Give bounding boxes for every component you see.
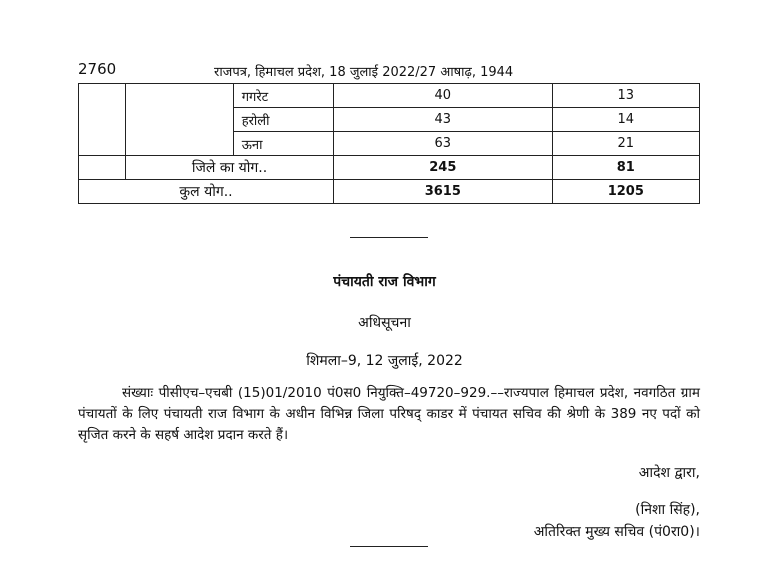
table-cell: 13 [552, 84, 699, 108]
by-order: आदेश द्वारा, [638, 465, 700, 481]
table-cell: 43 [334, 108, 553, 132]
department-title: पंचायती राज विभाग [333, 274, 436, 290]
reference-number: संख्याः पीसीएच–एचबी (15)01/2010 पं0स0 नियुक्ति–49720–929 [122, 385, 487, 401]
table-cell: 14 [552, 108, 699, 132]
table-row [79, 84, 700, 108]
grand-total-col2: 1205 [552, 180, 699, 204]
block-name: ऊना [233, 132, 333, 156]
table-cell: 40 [334, 84, 553, 108]
block-name: हरोली [233, 108, 333, 132]
divider [350, 237, 428, 238]
district-total-col1: 245 [334, 156, 553, 180]
grand-total-col1: 3615 [334, 180, 553, 204]
district-total-label: जिले का योग.. [126, 156, 334, 180]
table-row [79, 108, 700, 132]
notification-title: अधिसूचना [358, 315, 411, 331]
gazette-header: राजपत्र, हिमाचल प्रदेश, 18 जुलाई 2022/27 आषाढ़, 1944 [214, 65, 514, 80]
notice-paragraph [78, 383, 700, 446]
grand-total-row [79, 180, 700, 204]
block-name: गगरेट [233, 84, 333, 108]
signatory-designation: अतिरिक्त मुख्य सचिव (पं0रा0)। [533, 524, 700, 540]
table-cell: 21 [552, 132, 699, 156]
place-date: शिमला–9, 12 जुलाई, 2022 [306, 353, 463, 369]
district-total-row [79, 156, 700, 180]
divider [350, 546, 428, 547]
table-row [79, 132, 700, 156]
table-cell: 63 [334, 132, 553, 156]
data-table [78, 83, 700, 204]
signatory-name: (निशा सिंह), [635, 502, 700, 518]
district-total-col2: 81 [552, 156, 699, 180]
notice-body: .––राज्यपाल हिमाचल प्रदेश, नवगठित ग्राम पंचायतों के लिए पंचायती राज विभाग के अधीन विभिन्न जिला परिषद् काडर में पंचायत सचिव की श्रेणी के 389 नए पदों को सृजित करने के सहर्ष आदेश प्रदान करते हैं। [78, 385, 700, 443]
grand-total-label: कुल योग.. [79, 180, 334, 204]
page-number: 2760 [78, 60, 117, 78]
